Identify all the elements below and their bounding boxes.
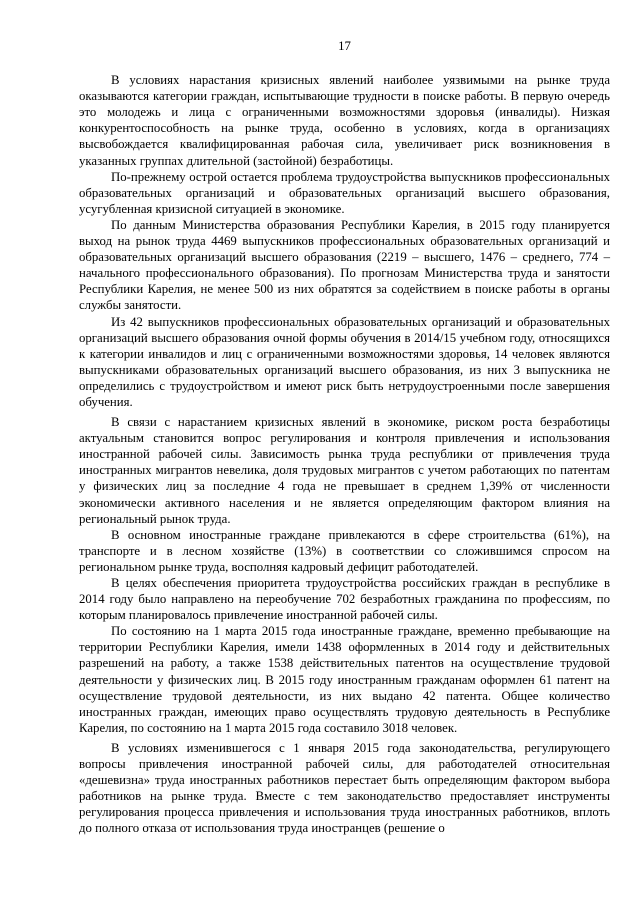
paragraph-foreign-labor-sectors: В основном иностранные граждане привлекаются в сфере строительства (61%), на транспорте и в лесном хозяйстве (13%) в соответствии со сложившимся спросом на региональном рынке труда, восполняя кадровый дефицит работодателей. bbox=[79, 527, 610, 574]
paragraph-foreign-labor-regulation: В связи с нарастанием кризисных явлений в экономике, риском роста безработицы актуальным становится вопрос регулирования и контроля привлечения и использования иностранной рабочей силы. Зависимость рынка труда республики от привлечения труда иностранных мигрантов невелика, доля трудовых мигрантов с учетом работающих по патентам у физических лиц за последние 4 года не превышает в среднем 1,39% от численности экономически активного населения и не является определяющим фактором влияния на региональный рынок труда. bbox=[79, 415, 610, 526]
page-number: 17 bbox=[338, 39, 351, 53]
paragraph-retraining: В целях обеспечения приоритета трудоустройства российских граждан в республике в 2014 году было направлено на переобучение 702 безработных гражданина по профессиям, по которым планировалось привлечение иностранной рабочей силы. bbox=[79, 576, 610, 623]
paragraph-work-permits: По состоянию на 1 марта 2015 года иностранные граждане, временно пребывающие на территории Республики Карелия, имели 1438 оформленных в 2014 году и действительных разрешений на работу, а также 1538 действительных патентов на осуществление трудовой деятельности у физических лиц. В 2015 году иностранным гражданам оформлен 61 патент на осуществление трудовой деятельности, из них выдано 42 патента. Общее количество иностранных граждан, имеющих право осуществлять трудовую деятельность в Республике Карелия, по состоянию на 1 марта 2015 года составило 3018 человек. bbox=[79, 624, 610, 735]
paragraph-graduate-employment: По-прежнему острой остается проблема трудоустройства выпускников профессиональных образовательных организаций и образовательных организаций высшего образования, усугубленная кризисной ситуацией в экономике. bbox=[79, 169, 610, 216]
paragraph-disabled-graduates: Из 42 выпускников профессиональных образовательных организаций и образовательных организаций высшего образования очной формы обучения в 2014/15 учебном году, относящихся к категории инвалидов и лиц с ограниченными возможностями здоровья, 14 человек являются выпускниками образовательных организаций высшего образования, из них 3 выпускника не определились с трудоустройством и имеют риск быть нетрудоустроенными после завершения обучения. bbox=[79, 314, 610, 409]
paragraph-vulnerable-groups: В условиях нарастания кризисных явлений наиболее уязвимыми на рынке труда оказываются категории граждан, испытывающие трудности в поиске работы. В первую очередь это молодежь и лица с ограниченными возможностями здоровья (инвалиды). Низкая конкурентоспособность на рынке труда, особенно в условиях, когда в организациях высвобождается квалифицированная рабочая сила, увеличивает риск возникновения в указанных группах длительной (застойной) безработицы. bbox=[79, 73, 610, 168]
paragraph-legislation-changes: В условиях изменившегося с 1 января 2015 года законодательства, регулирующего вопросы привлечения иностранной рабочей силы, для работодателей относительная «дешевизна» труда иностранных работников перестает быть определяющим фактором выбора работников на рынке труда. Вместе с тем законодательство предоставляет инструменты регулирования процесса привлечения и использования труда иностранных работников, вплоть до полного отказа от использования труда иностранцев (решение о bbox=[79, 740, 610, 836]
paragraph-ministry-forecast: По данным Министерства образования Республики Карелия, в 2015 году планируется выход на рынок труда 4469 выпускников профессиональных образовательных организаций и образовательных организаций высшего образования (2219 – высшего, 1476 – среднего, 774 – начального профессионального образования). По прогнозам Министерства труда и занятости Республики Карелия, не менее 500 из них обратятся за содействием в поиске работы в органы службы занятости. bbox=[79, 217, 610, 313]
